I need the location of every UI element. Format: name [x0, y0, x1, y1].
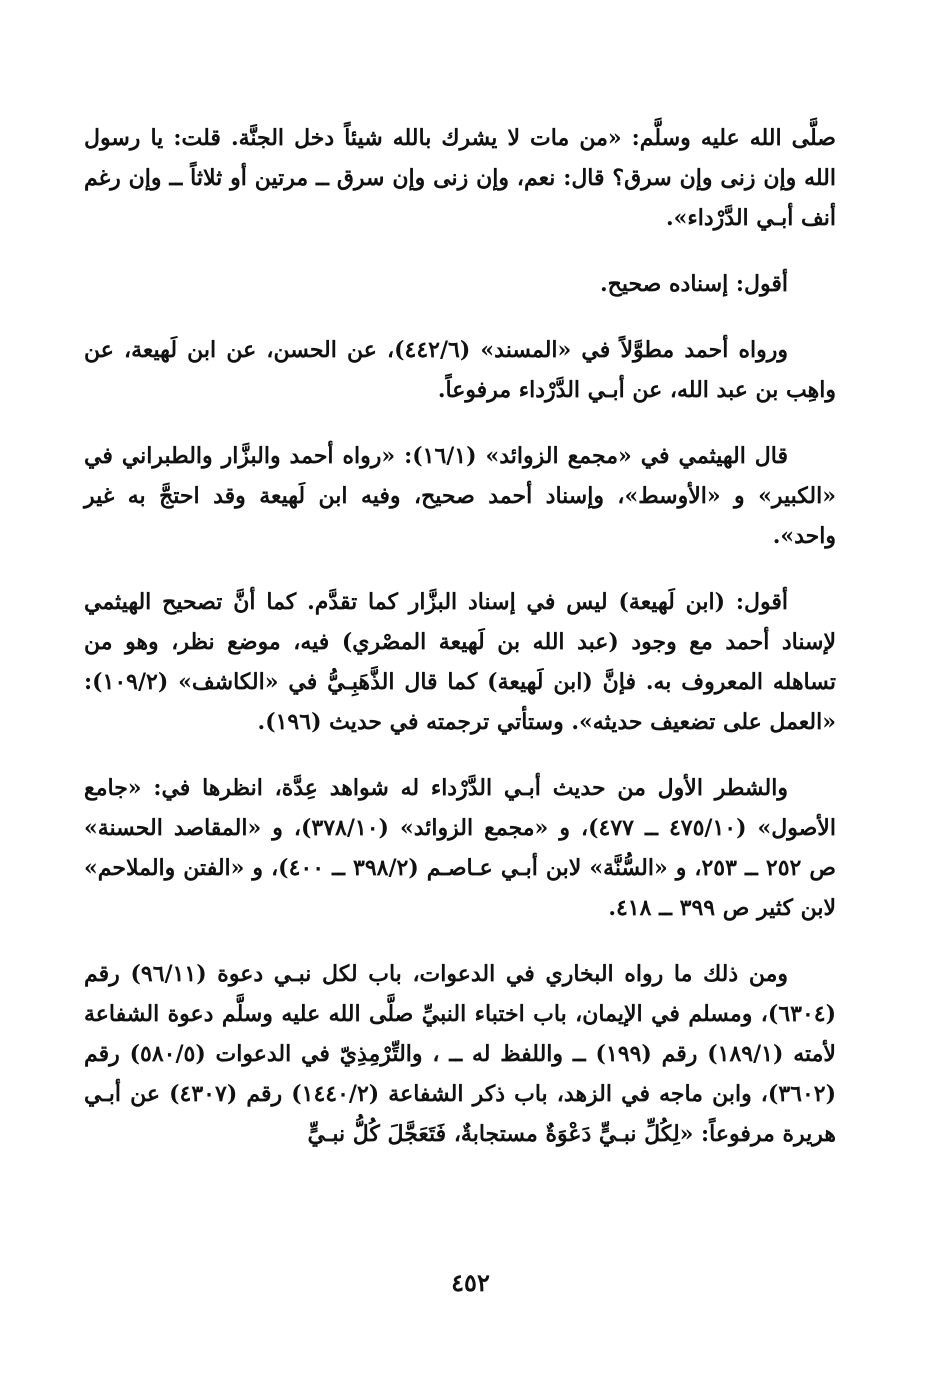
paragraph-5: أقول: (ابن لَهيعة) ليس في إسناد البزَّار كما تقدَّم. كما أنَّ تصحيح الهيثمي لإسناد أحمد مع وجود (عبد الله بن لَهيعة المصْري) فيه، موضع نظر، وهو من تساهله المعروف به. فإنَّ (ابن لَهيعة) كما قال الذَّهَبِـيُّ في «الكاشف» (١٠٩/٢): «العمل على تضعيف حديثه». وستأتي ترجمته في حديث (١٩٦). [84, 589, 836, 735]
paragraph-4: قال الهيثمي في «مجمع الزوائد» (١٦/١): «رواه أحمد والبزَّار والطبراني في «الكبير» و «الأوسط»، وإسناد أحمد صحيح، وفيه ابن لَهيعة وقد احتجَّ به غير واحد». [84, 443, 836, 549]
paragraph-6: والشطر الأول من حديث أبـي الدَّرْداء له شواهد عِدَّة، انظرها في: «جامع الأصول» (٤٧٥/١٠ ــ ٤٧٧)، و «مجمع الزوائد» (٣٧٨/١٠)، و «المقاصد الحسنة» ص ٢٥٢ ــ ٢٥٣، و «السُّنَّة» لابن أبـي عـاصـم (٣٩٨/٢ ــ ٤٠٠)، و «الفتن والملاحم» لابن كثير ص ٣٩٩ ــ ٤١٨. [84, 775, 836, 921]
paragraph-1: صلَّى الله عليه وسلَّم: «من مات لا يشرك بالله شيئاً دخل الجنَّة. قلت: يا رسول الله وإن زنى وإن سرق؟ قال: نعم، وإن زنى وإن سرق ــ مرتين أو ثلاثاً ــ وإن رغم أنف أبـي الدَّرْداء». [84, 125, 836, 231]
paragraph-3: ورواه أحمد مطوَّلاً في «المسند» (٤٤٢/٦)، عن الحسن، عن ابن لَهيعة، عن واهِب بن عبد الله، عن أبـي الدَّرْداء مرفوعاً. [84, 337, 836, 403]
paragraph-2: أقول: إسناده صحيح. [599, 271, 788, 297]
paragraph-7: ومن ذلك ما رواه البخاري في الدعوات، باب لكل نبـي دعوة (٩٦/١١) رقم (٦٣٠٤)، ومسلم في الإيمان، باب اختباء النبيِّ صلَّى الله عليه وسلَّم دعوة الشفاعة لأمته (١٨٩/١) رقم (١٩٩) ــ واللفظ له ــ ، والتِّرْمِذِيّ في الدعوات (٥٨٠/٥) رقم (٣٦٠٢)، وابن ماجه في الزهد، باب ذكر الشفاعة (١٤٤٠/٢) رقم (٤٣٠٧) عن أبـي هريرة مرفوعاً: «لِكُلِّ نبـيٍّ دَعْوَةٌ مستجابةٌ، فَتَعَجَّلَ كُلُّ نبـيٍّ [84, 961, 837, 1147]
body-text [84, 118, 836, 1180]
page-number: ٤٥٢ [451, 1268, 490, 1297]
